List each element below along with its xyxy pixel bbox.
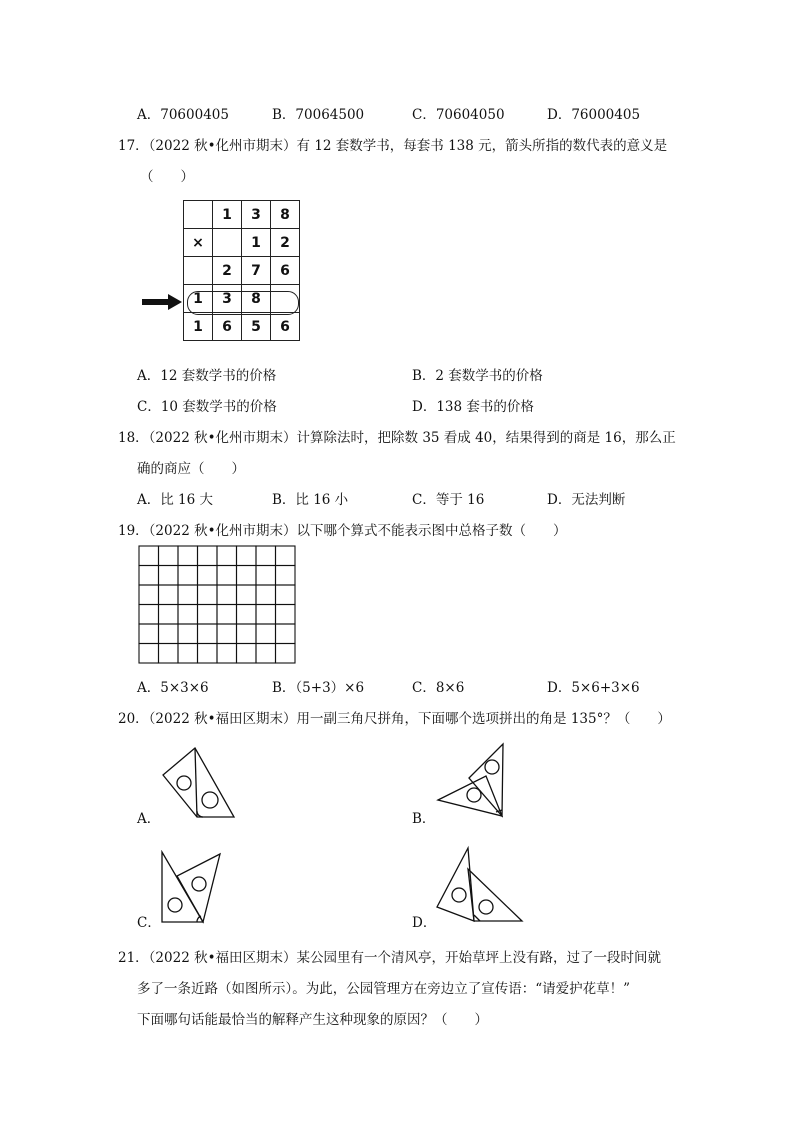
grid-cell: [139, 605, 159, 625]
table-cell: 2: [271, 229, 300, 257]
q16-option-b: B．70064500: [272, 107, 365, 123]
grid-cell: [256, 546, 276, 566]
q21-stem-line3: 下面哪句话能最恰当的解释产生这种现象的原因？（ ）: [137, 1012, 488, 1028]
grid-cell: [217, 585, 237, 605]
grid-cell: [139, 566, 159, 586]
table-cell: 1: [213, 201, 242, 229]
grid-cell: [217, 624, 237, 644]
table-cell: 1: [242, 229, 271, 257]
grid-cell: [198, 605, 218, 625]
grid-cell: [276, 546, 296, 566]
q20-option-a: A．: [137, 811, 161, 827]
table-row: [184, 201, 300, 229]
arrow-icon: [140, 292, 184, 312]
grid-cell: [276, 624, 296, 644]
grid-cell: [256, 624, 276, 644]
table-cell: [184, 257, 213, 285]
q19-stem: 19．（2022 秋•化州市期末）以下哪个算式不能表示图中总格子数（ ）: [118, 523, 567, 539]
grid-cell: [139, 644, 159, 664]
grid-cell: [159, 605, 179, 625]
grid-cell: [139, 546, 159, 566]
highlight-oval: [187, 291, 299, 315]
grid-cell: [237, 605, 257, 625]
grid-cell: [178, 546, 198, 566]
grid-cell: [159, 644, 179, 664]
q20-option-d: D．: [412, 915, 437, 931]
q21-stem: 21．（2022 秋•福田区期末）某公园里有一个清风亭，开始草坪上没有路，过了一段时间就: [118, 950, 662, 966]
q17-option-d: D．138 套书的价格: [412, 399, 534, 415]
table-cell: 8: [271, 201, 300, 229]
grid-cell: [217, 546, 237, 566]
square-grid: [138, 545, 298, 665]
q20-option-c: C．: [137, 915, 161, 931]
grid-cell: [237, 546, 257, 566]
table-cell: 6: [271, 257, 300, 285]
grid-cell: [237, 585, 257, 605]
grid-cell: [198, 644, 218, 664]
grid-cell: [217, 605, 237, 625]
grid-cell: [159, 585, 179, 605]
grid-cell: [198, 546, 218, 566]
grid-cell: [159, 566, 179, 586]
q20-option-b: B．: [412, 811, 436, 827]
q19-option-b: B．（5+3）×6: [272, 680, 365, 696]
table-row: [184, 257, 300, 285]
q18-option-a: A．比 16 大: [137, 492, 214, 508]
table-cell: 2: [213, 257, 242, 285]
q21-stem-line2: 多了一条近路（如图所示）。为此，公园管理方在旁边立了宣传语：“请爱护花草！”: [137, 981, 631, 997]
grid-cell: [237, 644, 257, 664]
grid-cell: [217, 644, 237, 664]
triangle-figure-b: [436, 742, 506, 820]
q18-stem: 18．（2022 秋•化州市期末）计算除法时，把除数 35 看成 40，结果得到的商是 16，那么正: [118, 430, 676, 446]
grid-cell: [256, 644, 276, 664]
grid-cell: [217, 566, 237, 586]
q18-option-d: D．无法判断: [547, 492, 626, 508]
q18-stem-continued: 确的商应（ ）: [137, 461, 245, 477]
grid-cell: [139, 585, 159, 605]
q19-option-d: D．5×6+3×6: [547, 680, 640, 696]
table-cell: 1: [184, 313, 213, 341]
grid-cell: [276, 605, 296, 625]
table-cell: ×: [184, 229, 213, 257]
q20-stem: 20．（2022 秋•福田区期末）用一副三角尺拼角，下面哪个选项拼出的角是 135°？（ ）: [118, 711, 671, 727]
grid-cell: [198, 624, 218, 644]
grid-cell: [276, 585, 296, 605]
q19-option-a: A．5×3×6: [137, 680, 209, 696]
table-cell: 8: [242, 285, 271, 313]
grid-cell: [276, 644, 296, 664]
grid-cell: [256, 566, 276, 586]
triangle-figure-a: [160, 745, 242, 821]
grid-cell: [237, 566, 257, 586]
q16-option-a: A．70600405: [137, 107, 229, 123]
grid-cell: [178, 566, 198, 586]
table-cell: [213, 229, 242, 257]
table-cell: 6: [213, 313, 242, 341]
q19-option-c: C．8×6: [412, 680, 465, 696]
grid-cell: [198, 566, 218, 586]
grid-cell: [159, 624, 179, 644]
table-row: [184, 313, 300, 341]
grid-cell: [139, 624, 159, 644]
q18-option-b: B．比 16 小: [272, 492, 349, 508]
table-cell: 3: [213, 285, 242, 313]
grid-cell: [276, 566, 296, 586]
table-cell: 6: [271, 313, 300, 341]
q18-option-c: C．等于 16: [412, 492, 485, 508]
grid-cell: [256, 605, 276, 625]
q16-option-c: C．70604050: [412, 107, 505, 123]
grid-cell: [159, 546, 179, 566]
q17-option-a: A．12 套数学书的价格: [137, 368, 277, 384]
multiplication-table: [183, 200, 300, 341]
grid-cell: [178, 585, 198, 605]
table-cell: 3: [242, 201, 271, 229]
q17-option-b: B．2 套数学书的价格: [412, 368, 543, 384]
table-row: [184, 229, 300, 257]
triangle-figure-d: [434, 845, 526, 925]
table-cell: 7: [242, 257, 271, 285]
grid-cell: [256, 585, 276, 605]
grid-cell: [237, 624, 257, 644]
q17-option-c: C．10 套数学书的价格: [137, 399, 277, 415]
grid-cell: [198, 585, 218, 605]
q16-option-d: D．76000405: [547, 107, 641, 123]
triangle-figure-c: [157, 850, 225, 926]
table-cell: 1: [184, 285, 213, 313]
q17-answer-blank: （ ）: [140, 169, 194, 185]
q17-stem: 17．（2022 秋•化州市期末）有 12 套数学书，每套书 138 元，箭头所指的数代表的意义是: [118, 138, 668, 154]
grid-cell: [178, 624, 198, 644]
table-cell: [184, 201, 213, 229]
grid-cell: [178, 605, 198, 625]
table-cell: 5: [242, 313, 271, 341]
grid-cell: [178, 644, 198, 664]
